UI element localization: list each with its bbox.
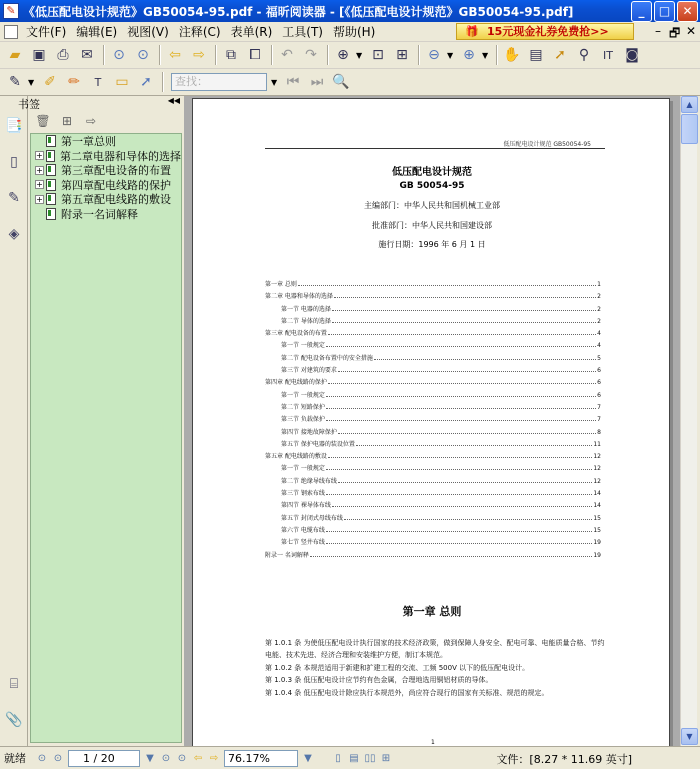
text-select-icon[interactable]: IT (603, 48, 613, 62)
menu-edit[interactable]: 编辑(E) (76, 25, 118, 39)
running-header: 低压配电设计规范 GB50054-95 (503, 141, 591, 148)
toc-label: 第三章 配电设备的布置 (265, 330, 327, 338)
callout-icon[interactable]: ▭ (115, 74, 129, 90)
toc-row[interactable] (265, 279, 601, 291)
toc-page: 14 (593, 490, 601, 498)
zoom-level-dropdown-icon[interactable]: ▼ (447, 50, 454, 60)
toc-page: 12 (593, 477, 601, 485)
toc-row[interactable] (265, 291, 601, 303)
highlight-icon[interactable]: ✐ (44, 74, 56, 90)
zoom-dropdown-icon[interactable]: ▼ (356, 50, 363, 60)
binoculars-icon[interactable]: ⚲ (578, 47, 590, 63)
status-bar (0, 746, 700, 769)
toc-label: 第五章 配电线路的敷设 (265, 453, 327, 461)
bookmark-label: 附录一名词解释 (61, 207, 138, 221)
bookmark-item[interactable] (31, 149, 181, 164)
bookmark-item[interactable] (31, 207, 181, 222)
bookmark-label: 第三章配电设备的布置 (61, 164, 171, 178)
toc-row[interactable] (265, 390, 601, 402)
toc-label: 第五节 保护电器的装设位置 (281, 440, 355, 448)
scroll-down-button[interactable]: ▼ (681, 728, 698, 745)
select-arrow-icon[interactable]: ➚ (554, 47, 566, 63)
toc-label: 第一节 电器的选择 (281, 305, 331, 313)
new-bookmark-icon[interactable]: ⊞ (61, 114, 73, 128)
clause-2: 第 1.0.2 条 本规范适用于新建和扩建工程的交流、工频 500V 以下的低压配电设计。 (265, 663, 530, 672)
vertical-scrollbar[interactable] (680, 96, 697, 746)
toc-page: 1 (597, 281, 601, 288)
forward-view-icon[interactable]: ⇨ (209, 752, 219, 764)
arrow-tool-icon[interactable]: ➚ (140, 74, 152, 90)
toc-label: 第一节 一般规定 (281, 342, 325, 350)
toc-page: 2 (597, 305, 601, 313)
promo-banner[interactable]: 🎁 15元现金礼券免费抢>> (456, 23, 634, 40)
paperclip-icon[interactable]: 📎 (5, 712, 23, 728)
annotation-toolbar (0, 69, 700, 96)
toc-page: 14 (593, 502, 601, 510)
toc-label: 第二章 电器和导体的选择 (265, 293, 333, 301)
note-dropdown-icon[interactable]: ▼ (28, 77, 35, 87)
toc-label: 第三节 钢索布线 (281, 490, 325, 498)
document-title: 低压配电设计规范 (392, 167, 472, 178)
toc-page: 7 (597, 403, 601, 411)
bookmark-icon (46, 193, 56, 205)
bookmark-label: 第五章配电线路的敷设 (61, 193, 171, 207)
panel-title: 书签 (18, 98, 40, 111)
find-previous-icon[interactable]: ⏮ (286, 74, 300, 90)
toc-page: 6 (597, 391, 601, 399)
menu-tools[interactable]: 工具(T) (282, 25, 323, 39)
continuous-facing-icon[interactable]: ⊞ (381, 752, 391, 764)
toc-label: 第七节 竖井布线 (281, 539, 325, 547)
toc-page: 15 (593, 526, 601, 534)
toc-row[interactable] (265, 377, 601, 389)
toc-row[interactable] (265, 365, 601, 377)
bookmarks-panel (18, 96, 184, 746)
single-page-icon[interactable]: ▯ (335, 752, 341, 764)
last-page-icon[interactable]: ⊙ (177, 752, 187, 764)
toc-row[interactable] (265, 402, 601, 414)
toc-page: 6 (597, 379, 601, 387)
zoom-in-dropdown-icon[interactable]: ▼ (482, 50, 489, 60)
toc-row[interactable] (265, 304, 601, 316)
menu-help[interactable]: 帮助(H) (332, 25, 376, 39)
toc-label: 第一节 一般规定 (281, 465, 325, 473)
find-input[interactable]: 查找： (171, 73, 267, 91)
document-code: GB 50054-95 (399, 181, 465, 191)
undo-icon[interactable]: ↶ (281, 47, 293, 63)
facing-icon[interactable]: ▯▯ (364, 752, 376, 764)
toc-page: 12 (593, 465, 601, 473)
page-number: 1 (431, 739, 435, 746)
toc-row[interactable] (265, 537, 601, 549)
bookmark-item[interactable] (31, 134, 181, 149)
bookmark-icon (46, 164, 56, 176)
snapshot-icon[interactable]: ▤ (529, 47, 543, 63)
toc-page: 19 (593, 551, 601, 559)
toc-row[interactable] (265, 550, 601, 562)
close-button[interactable]: ✕ (677, 1, 698, 22)
forward-arrow-icon[interactable]: ⇨ (193, 47, 205, 63)
copy-icon[interactable]: ⧉ (226, 47, 236, 63)
toc-page: 4 (597, 342, 601, 350)
window-title: 《低压配电设计规范》GB50054-95.pdf - 福昕阅读器 - [《低压配电设计规范》GB50054-95.pdf] (23, 4, 574, 19)
bookmark-item[interactable] (31, 192, 181, 207)
toc-label: 第一节 一般规定 (281, 391, 325, 399)
paste-icon[interactable]: ⧠ (249, 47, 261, 63)
scroll-thumb[interactable] (681, 114, 698, 144)
camera-icon[interactable]: ◙ (625, 47, 639, 63)
minimize-button[interactable]: _ (631, 1, 652, 22)
toc-label: 第二节 短路保护 (281, 403, 325, 411)
hand-tool-icon[interactable]: ✋ (503, 47, 521, 63)
toc-label: 附录一 名词解释 (265, 551, 309, 559)
toc-page: 5 (597, 354, 601, 362)
toc-row[interactable] (265, 353, 601, 365)
toc-row[interactable] (265, 476, 601, 488)
page-number-input[interactable]: 1 / 20 (68, 750, 140, 767)
expand-icon[interactable]: + (36, 180, 43, 190)
toc-page: 15 (593, 514, 601, 522)
toc-label: 第二节 导体的选择 (281, 317, 331, 325)
layers-tab-icon[interactable]: ◈ (8, 226, 20, 242)
attachments-tab-icon[interactable]: ⌸ (9, 676, 19, 692)
back-arrow-icon[interactable]: ⇦ (169, 47, 181, 63)
effective-date: 施行日期：1996 年 6 月 1 日 (378, 240, 486, 249)
toc-row[interactable] (265, 316, 601, 328)
maximize-button[interactable]: □ (654, 1, 675, 22)
main-toolbar (0, 42, 700, 69)
toc-label: 第四章 配电线路的保护 (265, 379, 327, 387)
continuous-icon[interactable]: ▤ (349, 752, 359, 764)
toc-label: 第一章 总则 (265, 281, 297, 288)
delete-bookmark-icon[interactable]: 🗑 (35, 114, 51, 128)
find-dropdown-icon[interactable]: ▼ (271, 77, 278, 87)
chapter-title: 第一章 总则 (402, 605, 462, 618)
expand-icon[interactable]: + (36, 194, 43, 204)
toc-row[interactable] (265, 525, 601, 537)
bookmark-icon (46, 179, 56, 191)
toc-row[interactable] (265, 451, 601, 463)
toc-page: 19 (593, 539, 601, 547)
prev-page-icon[interactable]: ⊙ (53, 752, 63, 764)
document-view[interactable] (184, 96, 680, 746)
toc-page: 2 (597, 317, 601, 325)
navigate-up-icon[interactable]: ⊙ (113, 47, 125, 63)
side-panel-strip (0, 96, 28, 746)
toc-label: 第四节 接地故障保护 (281, 428, 337, 436)
toc-page: 12 (593, 453, 601, 461)
menu-comment[interactable]: 注释(C) (178, 25, 221, 39)
editor-department: 主编部门：中华人民共和国机械工业部 (364, 201, 500, 210)
toc-label: 第六节 电缆布线 (281, 526, 325, 534)
clause-3: 第 1.0.3 条 低压配电设计应节约有色金属，合理地选用铜铝材质的导体。 (265, 676, 493, 685)
scroll-up-button[interactable]: ▲ (681, 96, 698, 113)
panel-collapse-button[interactable]: ◀◀ (167, 96, 180, 105)
toc-label: 第三节 负载保护 (281, 416, 325, 424)
clause-4: 第 1.0.4 条 低压配电设计除应执行本规范外，尚应符合现行的国家有关标准、规范的规定。 (265, 688, 549, 697)
bookmark-label: 第一章总则 (61, 135, 116, 149)
expand-icon[interactable]: + (36, 165, 43, 175)
page-dropdown-icon[interactable]: ▼ (146, 752, 154, 764)
toc-label: 第五节 封闭式母线布线 (281, 514, 343, 522)
toc-page: 8 (597, 428, 601, 436)
zoom-input[interactable]: 76.17% (224, 750, 298, 767)
toc-page: 4 (597, 330, 601, 338)
find-next-icon[interactable]: ⏭ (310, 74, 324, 90)
toc-row[interactable] (265, 513, 601, 525)
zoom-in-circle-icon[interactable]: ⊕ (463, 47, 475, 63)
toc-row[interactable] (265, 414, 601, 426)
toc-label: 第三节 对建筑的要求 (281, 367, 337, 375)
toc-row[interactable] (265, 427, 601, 439)
toc-page: 7 (597, 416, 601, 424)
mdi-minimize-button[interactable]: – (655, 24, 661, 38)
redo-icon[interactable]: ↷ (305, 47, 317, 63)
toc-page: 6 (597, 367, 601, 375)
toc-row[interactable] (265, 439, 601, 451)
pdf-page (192, 98, 670, 746)
zoom-in-icon[interactable]: ⊕ (337, 47, 349, 63)
toc-page: 11 (593, 440, 601, 448)
bookmark-icon (46, 150, 55, 162)
toc-row[interactable] (265, 500, 601, 512)
body-text (265, 637, 605, 699)
status-ready: 就绪 (4, 752, 26, 765)
toc-label: 第二节 绝缘导线布线 (281, 477, 337, 485)
typewriter-icon[interactable]: T (94, 75, 102, 89)
approval-department: 批准部门：中华人民共和国建设部 (372, 221, 492, 230)
note-edit-icon[interactable]: ✎ (9, 74, 21, 90)
bookmark-label: 第二章电器和导体的选择 (60, 149, 181, 163)
toc-label: 第二节 配电设备布置中的安全措施 (281, 354, 373, 362)
expand-icon[interactable]: + (36, 151, 43, 161)
back-view-icon[interactable]: ⇦ (193, 752, 203, 764)
pencil-icon[interactable]: ✏ (68, 74, 80, 90)
mdi-close-button[interactable]: ✕ (686, 24, 697, 38)
bookmark-item[interactable] (31, 178, 181, 193)
save-icon[interactable]: ▣ (32, 47, 46, 63)
comments-tab-icon[interactable]: ✎ (8, 190, 20, 206)
toc-row[interactable] (265, 340, 601, 352)
toc-row[interactable] (265, 488, 601, 500)
navigate-down-icon[interactable]: ⊙ (137, 47, 149, 63)
toc-label: 第四节 裸导体布线 (281, 502, 331, 510)
next-page-icon[interactable]: ⊙ (161, 752, 171, 764)
email-icon[interactable]: ✉ (81, 47, 93, 63)
bookmarks-tab-icon[interactable]: 📑 (5, 118, 23, 134)
bookmark-icon (46, 135, 56, 147)
toc-row[interactable] (265, 463, 601, 475)
menu-view[interactable]: 视图(V) (127, 25, 169, 39)
document-icon[interactable] (4, 25, 18, 39)
clause-1: 第 1.0.1 条 为使低压配电设计执行国家的技术经济政策，做到保障人身安全、配电可靠、电能质量合格、节约电能、技术先进、经济合理和安装维护方便，制订本规范。 (265, 639, 605, 660)
menu-form[interactable]: 表单(R) (230, 25, 273, 39)
file-size-info: 文件：[8.27 * 11.69 英寸] (496, 753, 632, 766)
title-bar (0, 0, 700, 22)
table-of-contents (265, 279, 601, 562)
app-icon[interactable]: ✎ (3, 3, 19, 19)
menu-file[interactable]: 文件(F) (26, 25, 67, 39)
fit-page-icon[interactable]: ⊡ (372, 47, 384, 63)
bookmark-label: 第四章配电线路的保护 (61, 178, 171, 192)
toc-page: 2 (597, 293, 601, 301)
zoom-out-circle-icon[interactable]: ⊖ (428, 47, 440, 63)
pages-tab-icon[interactable]: ▯ (10, 154, 18, 170)
zoom-select-dropdown-icon[interactable]: ▼ (304, 752, 312, 764)
bookmark-icon (46, 208, 56, 220)
print-icon[interactable]: ⎙ (57, 47, 69, 63)
bookmark-item[interactable] (31, 163, 181, 178)
mdi-restore-button[interactable]: 🗗 (669, 26, 681, 40)
toc-row[interactable] (265, 328, 601, 340)
first-page-icon[interactable]: ⊙ (37, 752, 47, 764)
bookmark-expand-icon[interactable]: ⇨ (85, 114, 97, 128)
search-icon[interactable]: 🔍 (332, 74, 350, 90)
open-folder-icon[interactable]: ▰ (9, 47, 21, 63)
fit-width-icon[interactable]: ⊞ (396, 47, 408, 63)
bookmark-tree (30, 133, 182, 743)
